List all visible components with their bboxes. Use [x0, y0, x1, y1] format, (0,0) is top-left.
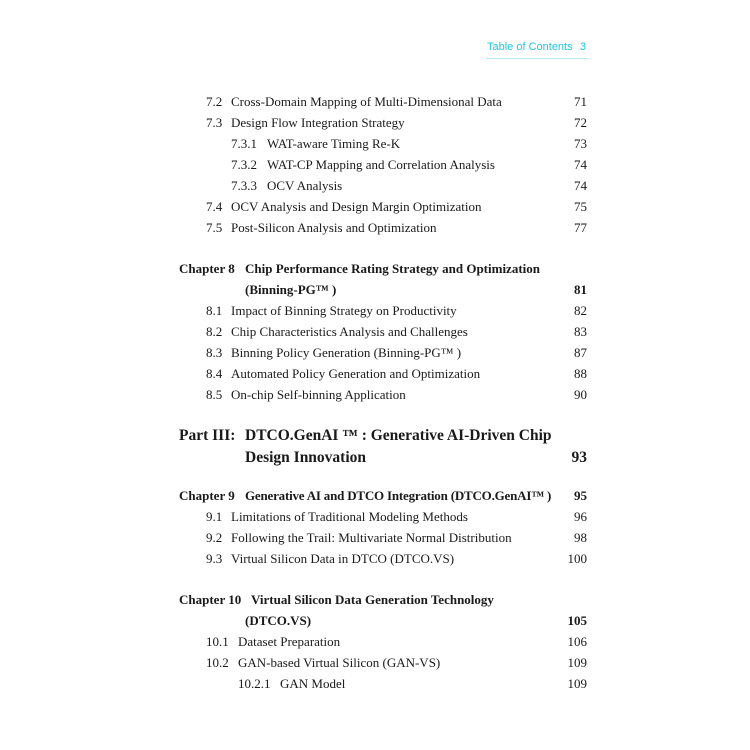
entry-number: 10.1 [206, 634, 229, 649]
toc-entry-7-4[interactable] [206, 197, 587, 217]
entry-title: Limitations of Traditional Modeling Methods [231, 509, 468, 524]
toc-entry-8-1[interactable] [206, 301, 587, 321]
chapter-label: Chapter 8 [179, 261, 235, 276]
entry-title: WAT-aware Timing Re-K [267, 136, 401, 151]
toc-entry-10-2-1[interactable] [238, 674, 587, 694]
entry-page: 109 [567, 676, 587, 691]
chapter-title: Virtual Silicon Data Generation Technology [251, 592, 494, 607]
entry-page: 74 [574, 178, 587, 193]
entry-page: 96 [574, 509, 587, 524]
chapter-page: 95 [574, 488, 587, 503]
entry-title: OCV Analysis and Design Margin Optimization [231, 199, 482, 214]
header-page-number: 3 [579, 41, 586, 53]
entry-title: Post-Silicon Analysis and Optimization [231, 220, 437, 235]
part-label: Part III: [179, 427, 236, 444]
entry-number: 9.1 [206, 509, 223, 524]
entry-page: 83 [574, 324, 587, 339]
toc-chapter-10[interactable] [179, 590, 587, 610]
entry-page: 106 [567, 634, 587, 649]
entry-number: 7.2 [206, 94, 223, 109]
toc-entry-9-3[interactable] [206, 549, 587, 569]
toc-entry-10-1[interactable] [206, 632, 587, 652]
entry-number: 8.5 [206, 387, 223, 402]
entry-page: 100 [567, 551, 587, 566]
chapter-title: Chip Performance Rating Strategy and Optimization [245, 261, 541, 276]
entry-page: 109 [567, 655, 587, 670]
entry-page: 88 [574, 366, 587, 381]
toc-entry-7-3-2[interactable] [231, 155, 587, 175]
header-title: Table of Contents [487, 41, 573, 53]
part-title: DTCO.GenAI ™ : Generative AI-Driven Chip [245, 427, 552, 444]
toc-entry-7-2[interactable] [206, 92, 587, 112]
entry-title: Chip Characteristics Analysis and Challenges [231, 324, 468, 339]
toc-chapter-10-cont[interactable] [179, 611, 587, 631]
entry-page: 72 [574, 115, 587, 130]
toc-part-3-cont[interactable] [179, 447, 587, 469]
entry-title: Design Flow Integration Strategy [231, 115, 405, 130]
entry-number: 8.2 [206, 324, 223, 339]
entry-page: 73 [574, 136, 587, 151]
toc-entry-7-3-1[interactable] [231, 134, 587, 154]
entry-number: 7.3.1 [231, 136, 257, 151]
entry-page: 87 [574, 345, 587, 360]
toc-entry-8-2[interactable] [206, 322, 587, 342]
entry-number: 10.2 [206, 655, 229, 670]
entry-title: OCV Analysis [267, 178, 343, 193]
entry-number: 10.2.1 [238, 676, 271, 691]
entry-title: Automated Policy Generation and Optimization [231, 366, 481, 381]
entry-number: 9.2 [206, 530, 223, 545]
toc-entry-9-2[interactable] [206, 528, 587, 548]
toc-chapter-8[interactable] [179, 259, 587, 279]
entry-page: 77 [574, 220, 587, 235]
part-title-cont: Design Innovation [245, 449, 367, 466]
toc-entry-10-2[interactable] [206, 653, 587, 673]
toc-entry-9-1[interactable] [206, 507, 587, 527]
chapter-page: 81 [574, 282, 587, 297]
toc-entry-8-4[interactable] [206, 364, 587, 384]
toc-chapter-8-cont[interactable] [179, 280, 587, 300]
toc-part-3[interactable] [179, 425, 587, 447]
entry-page: 98 [574, 530, 587, 545]
chapter-title-cont: (DTCO.VS) [245, 613, 312, 628]
entry-number: 7.3.2 [231, 157, 257, 172]
toc-entry-7-3-3[interactable] [231, 176, 587, 196]
entry-title: Impact of Binning Strategy on Productivity [231, 303, 457, 318]
entry-page: 71 [574, 94, 587, 109]
entry-number: 8.4 [206, 366, 223, 381]
running-header [486, 40, 588, 59]
entry-number: 9.3 [206, 551, 223, 566]
entry-number: 8.1 [206, 303, 223, 318]
entry-title: Virtual Silicon Data in DTCO (DTCO.VS) [231, 551, 455, 566]
entry-title: Dataset Preparation [238, 634, 341, 649]
entry-title: GAN Model [280, 676, 346, 691]
entry-title: On-chip Self-binning Application [231, 387, 406, 402]
entry-number: 7.3.3 [231, 178, 257, 193]
entry-title: GAN-based Virtual Silicon (GAN-VS) [238, 655, 441, 670]
toc-entry-8-5[interactable] [206, 385, 587, 405]
entry-page: 75 [574, 199, 587, 214]
toc-entry-8-3[interactable] [206, 343, 587, 363]
chapter-title-cont: (Binning-PG™ ) [245, 282, 337, 297]
chapter-label: Chapter 9 [179, 488, 235, 503]
chapter-label: Chapter 10 [179, 592, 242, 607]
entry-title: Binning Policy Generation (Binning-PG™ ) [231, 345, 462, 360]
entry-page: 74 [574, 157, 587, 172]
entry-page: 82 [574, 303, 587, 318]
chapter-title: Generative AI and DTCO Integration (DTCO.GenAI™ ) [245, 488, 552, 503]
chapter-page: 105 [567, 613, 587, 628]
toc-entry-7-5[interactable] [206, 218, 587, 238]
entry-number: 8.3 [206, 345, 223, 360]
entry-number: 7.4 [206, 199, 223, 214]
toc-entry-7-3[interactable] [206, 113, 587, 133]
entry-title: Following the Trail: Multivariate Normal Distribution [231, 530, 512, 545]
entry-title: WAT-CP Mapping and Correlation Analysis [267, 157, 495, 172]
part-page: 93 [571, 449, 587, 466]
entry-number: 7.3 [206, 115, 223, 130]
entry-title: Cross-Domain Mapping of Multi-Dimensional Data [231, 94, 502, 109]
entry-number: 7.5 [206, 220, 223, 235]
toc-chapter-9[interactable] [179, 486, 587, 506]
entry-page: 90 [574, 387, 587, 402]
